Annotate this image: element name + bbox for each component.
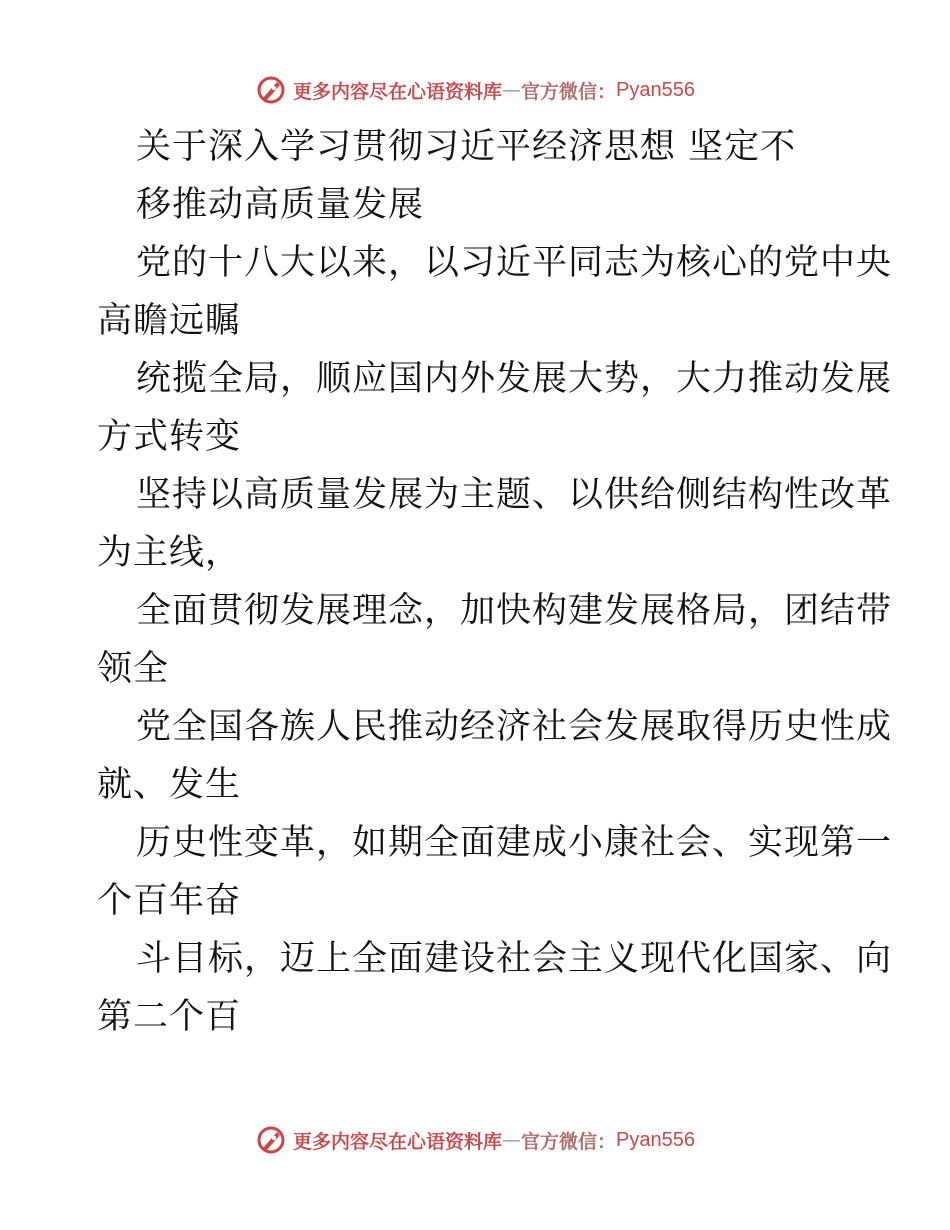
body-line-14: 个百年奋 bbox=[97, 881, 242, 921]
body-line-15: 斗目标，迈上全面建设社会主义现代化国家、向 bbox=[136, 939, 893, 979]
header-dash: — bbox=[502, 79, 522, 101]
pen-nib-logo-icon bbox=[255, 1124, 287, 1156]
pen-nib-logo-icon bbox=[255, 74, 287, 106]
body-line-8: 为主线， bbox=[97, 533, 242, 573]
header-wechat-id: Pyan556 bbox=[616, 78, 695, 101]
body-line-9: 全面贯彻发展理念，加快构建发展格局，团结带 bbox=[136, 591, 893, 631]
body-line-6: 方式转变 bbox=[97, 417, 242, 457]
body-line-4: 高瞻远瞩 bbox=[97, 301, 242, 341]
footer-dash: — bbox=[502, 1129, 522, 1151]
body-line-16: 第二个百 bbox=[97, 997, 242, 1037]
body-line-1: 关于深入学习贯彻习近平经济思想 坚定不 bbox=[136, 127, 797, 167]
header-promo-text: 更多内容尽在心语资料库 bbox=[293, 80, 503, 103]
header-wechat-label: 官方微信： bbox=[521, 80, 617, 103]
body-line-10: 领全 bbox=[97, 649, 170, 689]
body-line-5: 统揽全局，顺应国内外发展大势，大力推动发展 bbox=[136, 359, 893, 399]
body-line-2: 移推动高质量发展 bbox=[136, 185, 425, 225]
document-body bbox=[97, 118, 893, 1046]
body-line-3: 党的十八大以来，以习近平同志为核心的党中央 bbox=[136, 243, 893, 283]
footer-wechat-id: Pyan556 bbox=[616, 1128, 695, 1151]
footer-wechat-label: 官方微信： bbox=[521, 1130, 617, 1153]
footer-promo-text: 更多内容尽在心语资料库 bbox=[293, 1130, 503, 1153]
body-line-12: 就、发生 bbox=[97, 765, 242, 805]
body-line-7: 坚持以高质量发展为主题、以供给侧结构性改革 bbox=[136, 475, 893, 515]
footer-banner bbox=[0, 1120, 950, 1160]
body-line-13: 历史性变革，如期全面建成小康社会、实现第一 bbox=[136, 823, 893, 863]
body-line-11: 党全国各族人民推动经济社会发展取得历史性成 bbox=[136, 707, 893, 747]
header-banner bbox=[0, 70, 950, 110]
